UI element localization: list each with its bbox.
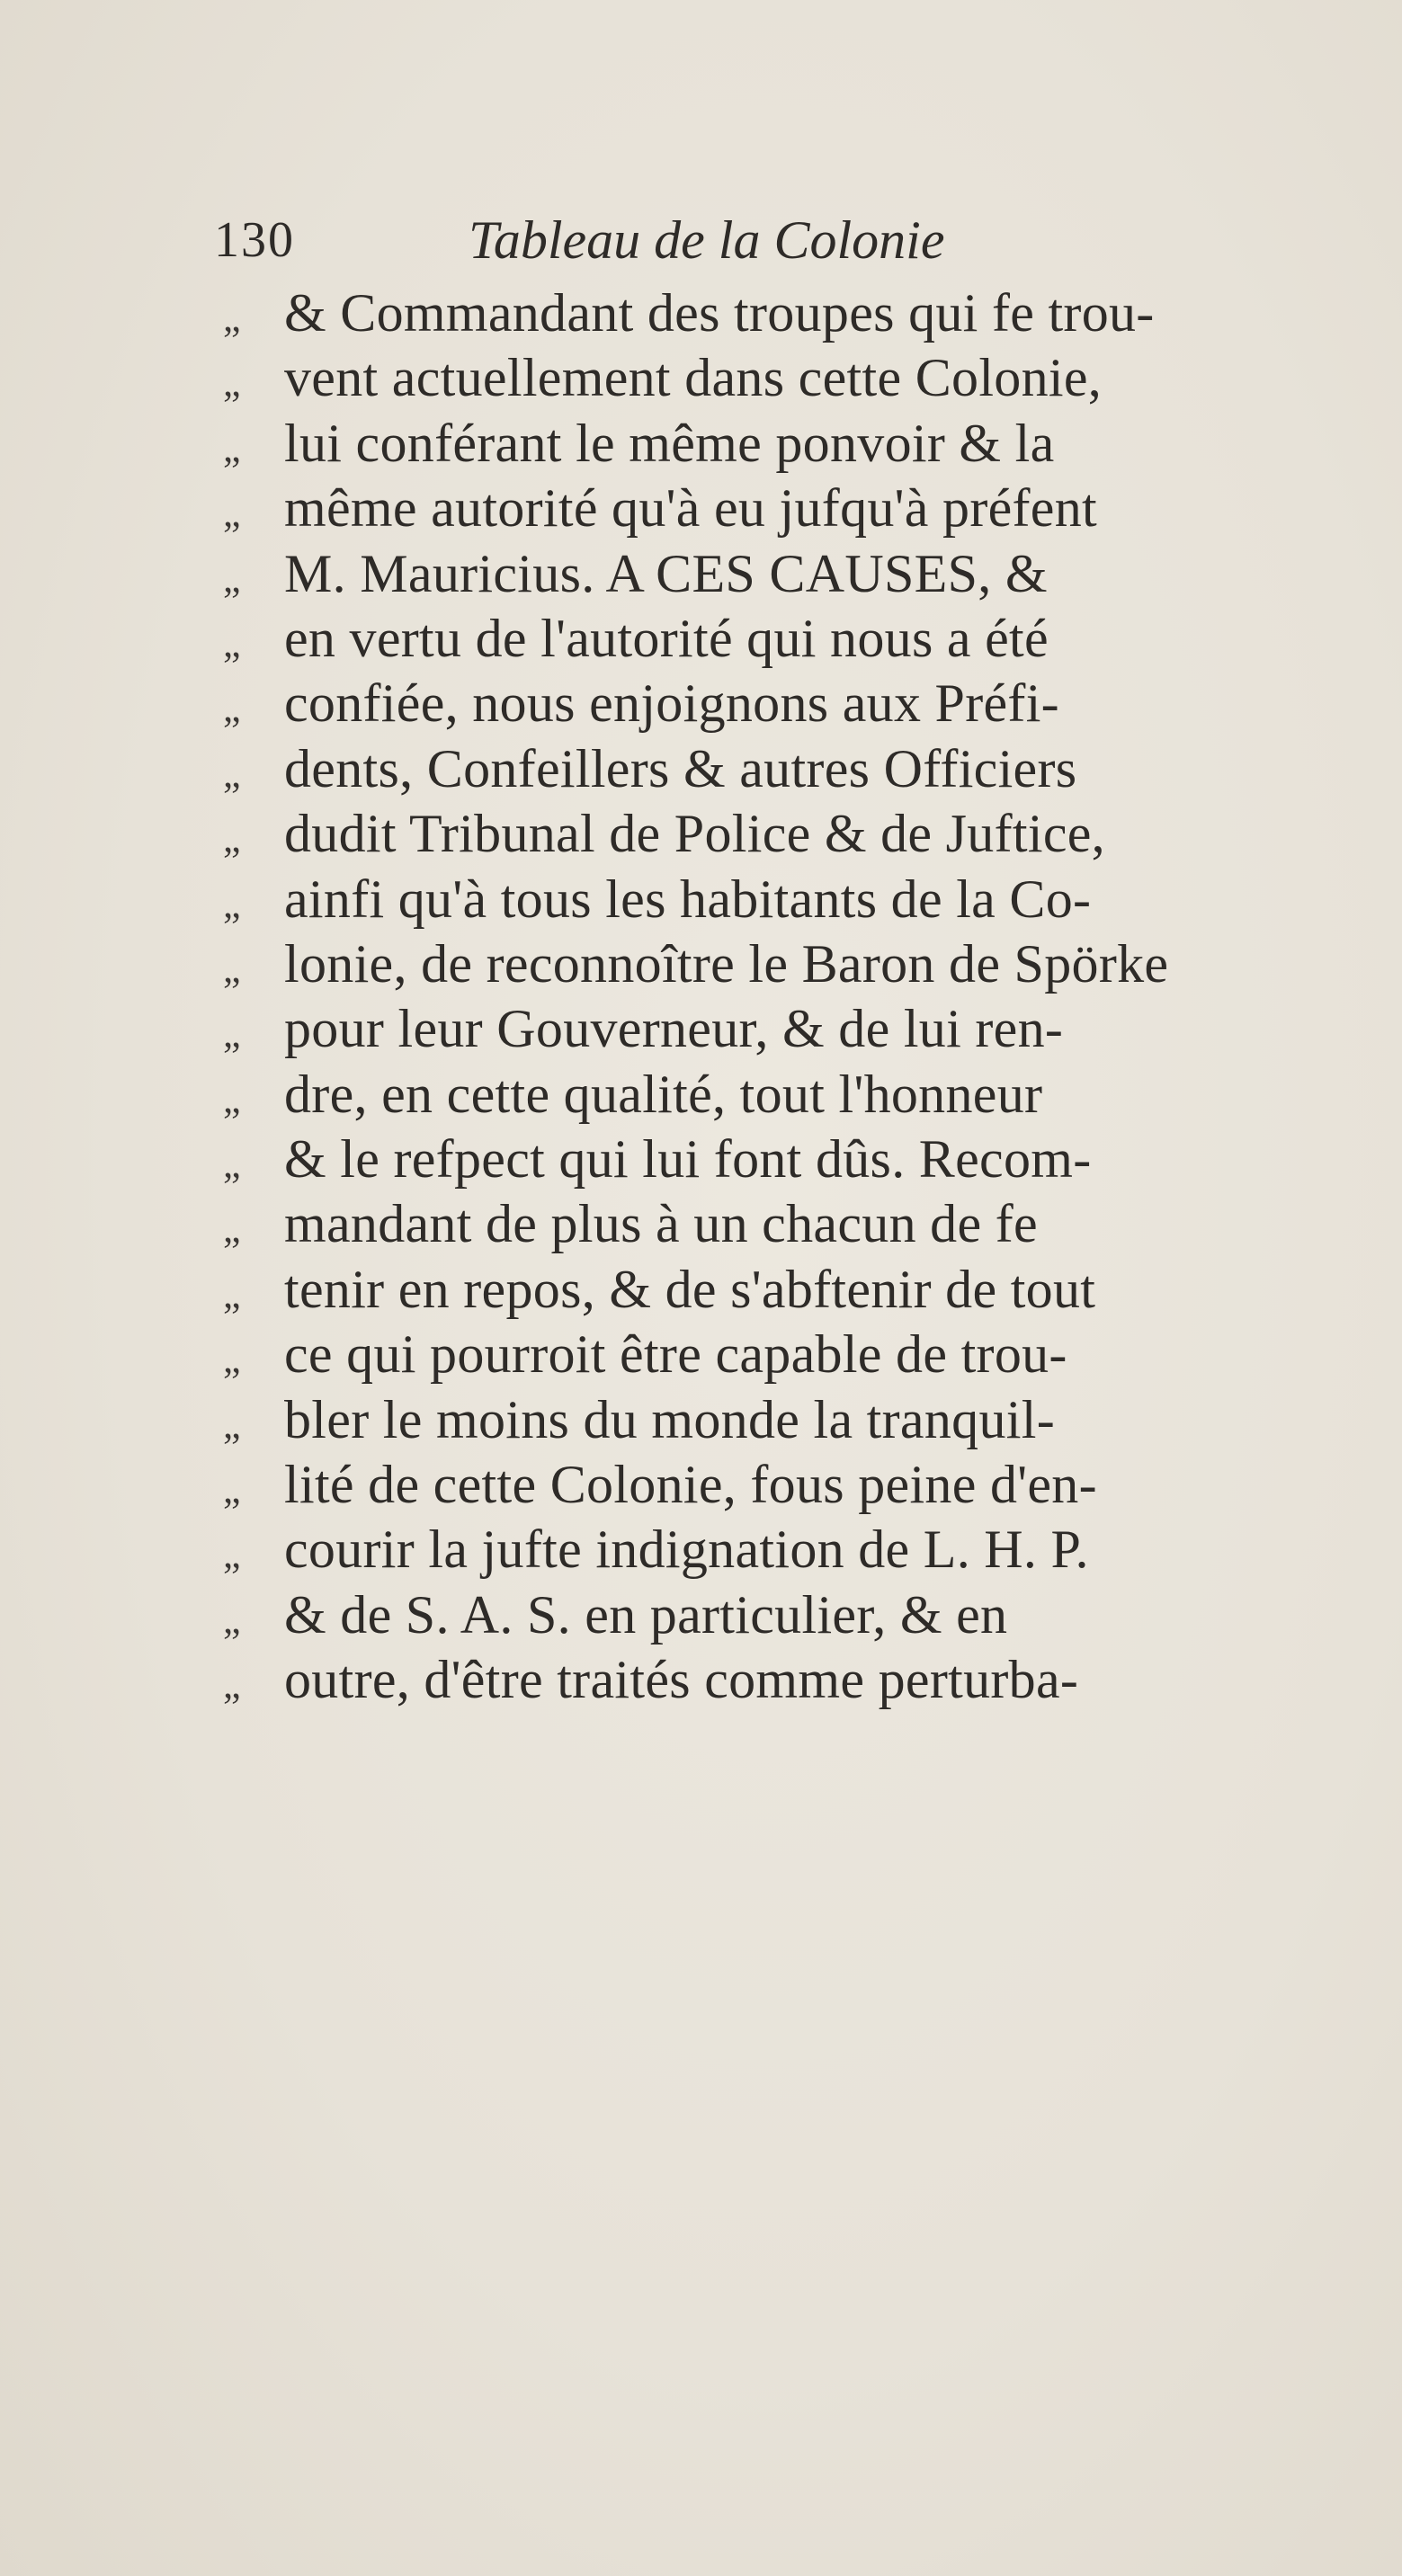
- quotation-mark: „: [223, 1662, 241, 1707]
- body-text: [223, 281, 1329, 1713]
- line-text: courir la jufte indignation de L. H. P.: [284, 1520, 1089, 1580]
- line-text: tenir en repos, & de s'abftenir de tout: [284, 1259, 1096, 1319]
- quotation-mark: „: [223, 1467, 241, 1512]
- text-line: [223, 931, 1329, 996]
- text-line: [223, 1062, 1329, 1127]
- quotation-mark: „: [223, 556, 241, 601]
- text-line: [223, 996, 1329, 1061]
- line-text: mandant de plus à un chacun de fe: [284, 1194, 1038, 1254]
- text-line: [223, 281, 1329, 345]
- line-text: ainfi qu'à tous les habitants de la Co-: [284, 869, 1092, 929]
- line-text: pour leur Gouverneur, & de lui ren-: [284, 999, 1064, 1059]
- quotation-mark: „: [223, 491, 241, 536]
- text-line: [223, 1322, 1329, 1386]
- line-text: & Commandant des troupes qui fe trou-: [284, 283, 1155, 343]
- text-line: [223, 345, 1329, 410]
- page-number: 130: [214, 212, 295, 268]
- text-line: [223, 1191, 1329, 1256]
- text-line: [223, 671, 1329, 735]
- text-line: [223, 1127, 1329, 1191]
- line-text: M. Mauricius. A CES CAUSES, &: [284, 543, 1048, 603]
- quotation-mark: „: [223, 686, 241, 731]
- text-line: [223, 541, 1329, 606]
- quotation-mark: „: [223, 946, 241, 991]
- text-line: [223, 1257, 1329, 1322]
- quotation-mark: „: [223, 1207, 241, 1252]
- page-header: [214, 200, 1293, 281]
- line-text: en vertu de l'autorité qui nous a été: [284, 608, 1049, 668]
- text-line: [223, 476, 1329, 540]
- quotation-mark: „: [223, 751, 241, 796]
- text-line: [223, 867, 1329, 931]
- text-line: [223, 801, 1329, 866]
- line-text: dre, en cette qualité, tout l'honneur: [284, 1064, 1043, 1124]
- text-line: [223, 411, 1329, 476]
- text-line: [223, 736, 1329, 801]
- quotation-mark: „: [223, 1271, 241, 1316]
- quotation-mark: „: [223, 1142, 241, 1187]
- quotation-mark: „: [223, 1532, 241, 1577]
- line-text: lonie, de reconnoître le Baron de Spörke: [284, 933, 1169, 994]
- quotation-mark: „: [223, 1597, 241, 1642]
- text-line: [223, 1582, 1329, 1647]
- quotation-mark: „: [223, 816, 241, 861]
- quotation-mark: „: [223, 1012, 241, 1056]
- quotation-mark: „: [223, 1076, 241, 1121]
- quotation-mark: „: [223, 1337, 241, 1382]
- line-text: vent actuellement dans cette Colonie,: [284, 348, 1103, 408]
- line-text: outre, d'être traités comme perturba-: [284, 1650, 1079, 1710]
- line-text: & de S. A. S. en particulier, & en: [284, 1584, 1008, 1645]
- running-title: Tableau de la Colonie: [469, 210, 945, 270]
- line-text: ce qui pourroit être capable de trou-: [284, 1324, 1067, 1385]
- line-text: confiée, nous enjoignons aux Préfi-: [284, 673, 1059, 734]
- text-line: [223, 606, 1329, 671]
- line-text: & le refpect qui lui font dûs. Recom-: [284, 1129, 1092, 1190]
- text-line: [223, 1647, 1329, 1712]
- text-line: [223, 1452, 1329, 1517]
- line-text: lui conférant le même ponvoir & la: [284, 413, 1055, 473]
- line-text: lité de cette Colonie, fous peine d'en-: [284, 1455, 1097, 1515]
- quotation-mark: „: [223, 881, 241, 926]
- quotation-mark: „: [223, 1402, 241, 1447]
- text-line: [223, 1517, 1329, 1582]
- quotation-mark: „: [223, 425, 241, 470]
- line-text: dents, Confeillers & autres Officiers: [284, 738, 1077, 798]
- line-text: dudit Tribunal de Police & de Juftice,: [284, 804, 1105, 864]
- quotation-mark: „: [223, 361, 241, 406]
- text-line: [223, 1387, 1329, 1452]
- line-text: même autorité qu'à eu jufqu'à préfent: [284, 478, 1098, 539]
- quotation-mark: „: [223, 296, 241, 340]
- line-text: bler le moins du monde la tranquil-: [284, 1389, 1055, 1449]
- quotation-mark: „: [223, 620, 241, 665]
